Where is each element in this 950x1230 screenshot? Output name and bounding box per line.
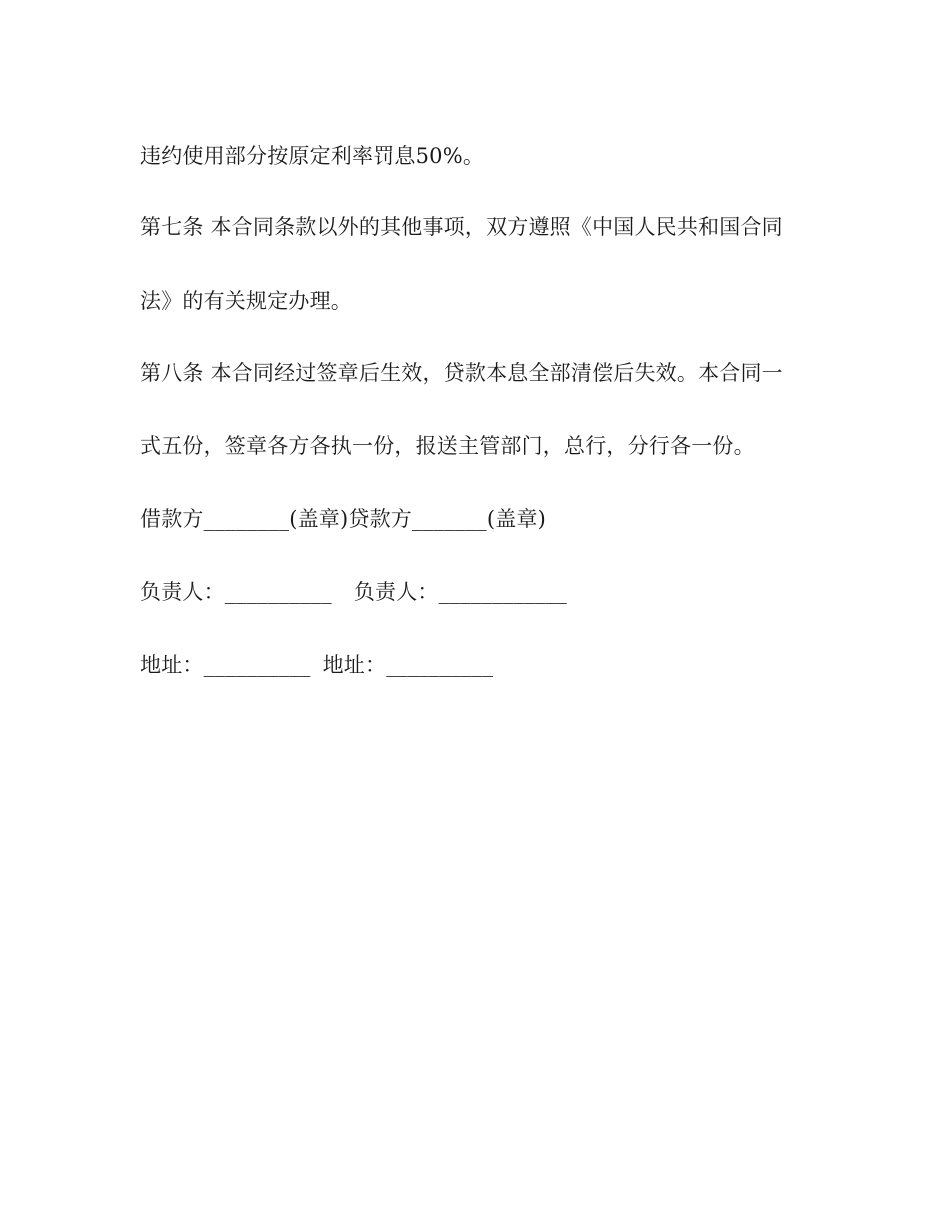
lender-address-field: 地址：__________ [322,653,494,677]
party-seal-line: 借款方________(盖章)贷款方_______(盖章) [140,507,547,531]
responsible-person-line [140,578,567,606]
article-eight-line-1: 第八条 本合同经过签章后生效，贷款本息全部清偿后失效。本合同一 [140,361,783,385]
article-seven-line-1: 第七条 本合同条款以外的其他事项，双方遵照《中国人民共和国合同 [140,215,783,239]
lender-responsible-field: 负责人：____________ [353,580,568,604]
penalty-clause-continuation: 违约使用部分按原定利率罚息50%。 [140,144,485,168]
borrower-address-field: 地址：__________ [140,653,311,677]
article-eight-line-2: 式五份，签章各方各执一份，报送主管部门，总行，分行各一份。 [140,434,755,458]
address-line [140,651,493,679]
article-seven-line-2: 法》的有关规定办理。 [140,289,352,313]
borrower-responsible-field: 负责人：__________ [140,580,332,604]
